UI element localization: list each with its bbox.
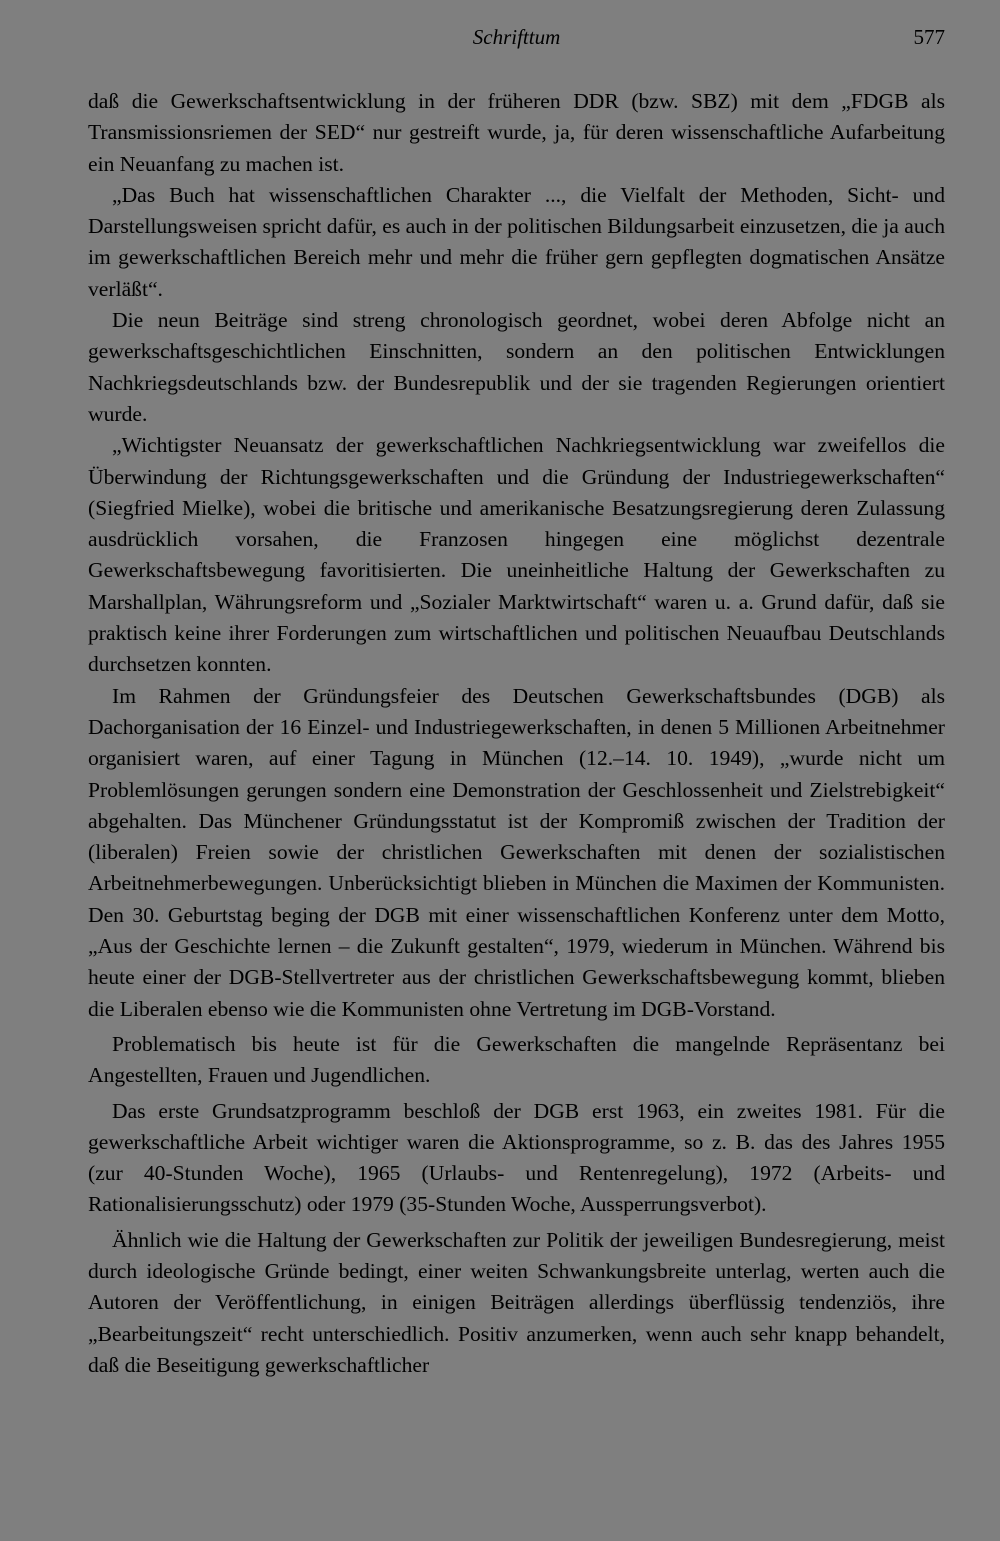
paragraph-3: Die neun Beiträge sind streng chronologisch geordnet, wobei deren Abfolge nicht an gewerkschaftsgeschichtlichen Einschnitten, sondern an den politischen Entwicklungen Nachkriegsdeutschlands bzw. der Bundesrepublik und der sie tragenden Regierungen orientiert wurde. [88, 308, 945, 426]
paragraph-6: Problematisch bis heute ist für die Gewerkschaften die mangelnde Repräsentanz bei Angestellten, Frauen und Jugendlichen. [88, 1031, 945, 1088]
running-title: Schrifttum [472, 25, 561, 49]
page-number: 577 [913, 25, 945, 49]
book-page [88, 0, 945, 1541]
running-head [88, 25, 945, 55]
body-text [88, 86, 945, 1381]
paragraph-7: Das erste Grundsatzprogramm beschloß der DGB erst 1963, ein zweites 1981. Für die gewerkschaftliche Arbeit wichtiger waren die Aktionsprogramme, so z. B. das des Jahres 1955 (zur 40-Stunden Woche), 1965 (Urlaubs- und Rentenregelung), 1972 (Arbeits- und Rationalisierungsschutz) oder 1979 (35-Stunden Woche, Aussperrungsverbot). [88, 1098, 945, 1217]
paragraph-8: Ähnlich wie die Haltung der Gewerkschaften zur Politik der jeweiligen Bundesregierung, meist durch ideologische Gründe bedingt, einer weiten Schwankungsbreite unterlag, werten auch die Autoren der Veröffentlichung, in einigen Beiträgen allerdings überflüssig tendenziös, ihre „Bearbeitungszeit“ recht unterschiedlich. Positiv anzumerken, wenn auch sehr knapp behandelt, daß die Beseitigung gewerkschaftlicher [88, 1227, 945, 1377]
paragraph-4: „Wichtigster Neuansatz der gewerkschaftlichen Nachkriegsentwicklung war zweifellos die Überwindung der Richtungsgewerkschaften und die Gründung der Industriegewerkschaften“ (Siegfried Mielke), wobei die britische und amerikanische Besatzungsregierung deren Zulassung ausdrücklich vorsahen, die Franzosen hingegen eine möglichst dezentrale Gewerkschaftsbewegung favoritisierten. Die uneinheitliche Haltung der Gewerkschaften zu Marshallplan, Währungsreform und „Sozialer Marktwirtschaft“ waren u. a. Grund dafür, daß sie praktisch keine ihrer Forderungen zum wirtschaftlichen und politischen Neuaufbau Deutschlands durchsetzen konnten. [88, 433, 945, 677]
paragraph-1: daß die Gewerkschaftsentwicklung in der früheren DDR (bzw. SBZ) mit dem „FDGB als Transmissionsriemen der SED“ nur gestreift wurde, ja, für deren wissenschaftliche Aufarbeitung ein Neuanfang zu machen ist. [88, 89, 945, 176]
paragraph-2: „Das Buch hat wissenschaftlichen Charakter ..., die Vielfalt der Methoden, Sicht- und Darstellungsweisen spricht dafür, es auch in der politischen Bildungsarbeit einzusetzen, die ja auch im gewerkschaftlichen Bereich mehr und mehr die früher gern gepflegten dogmatischen Ansätze verläßt“. [88, 182, 945, 301]
paragraph-5: Im Rahmen der Gründungsfeier des Deutschen Gewerkschaftsbundes (DGB) als Dachorganisation der 16 Einzel- und Industriegewerkschaften, in denen 5 Millionen Arbeitnehmer organisiert waren, auf einer Tagung in München (12.–14. 10. 1949), „wurde nicht um Problemlösungen gerungen sondern eine Demonstration der Geschlossenheit und Zielstrebigkeit“ abgehalten. Das Münchener Gründungsstatut ist der Kompromiß zwischen der Tradition der (liberalen) Freien sowie der christlichen Gewerkschaften mit denen der sozialistischen Arbeitnehmerbewegungen. Unberücksichtigt blieben in München die Maximen der Kommunisten. Den 30. Geburtstag beging der DGB mit einer wissenschaftlichen Konferenz unter dem Motto, „Aus der Geschichte lernen – die Zukunft gestalten“, 1979, wiederum in München. Während bis heute einer der DGB-Stellvertreter aus der christlichen Gewerkschaftsbewegung kommt, blieben die Liberalen ebenso wie die Kommunisten ohne Vertretung im DGB-Vorstand. [88, 683, 945, 1021]
